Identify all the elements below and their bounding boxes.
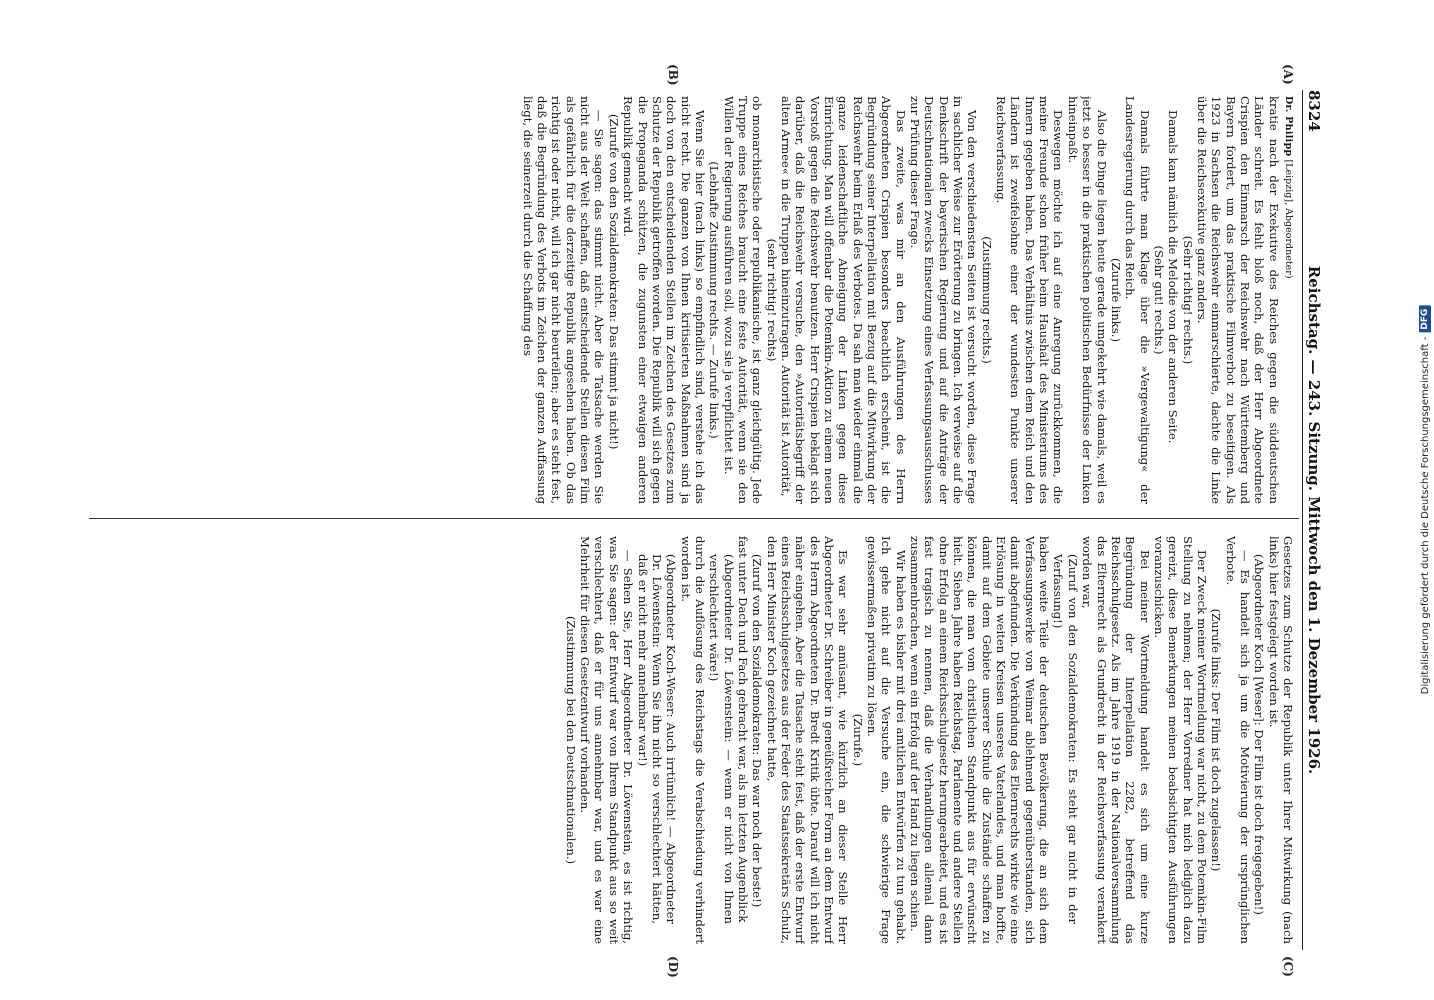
interjection: (Zustimmung rechts.) <box>979 236 994 364</box>
paragraph: Damals kam nämlich die Melodie von der anderen Seite. <box>1166 110 1181 444</box>
page-number: 8324 <box>1305 90 1323 132</box>
paragraph: — Sehen Sie, Herr Abgeordneter Dr. Löwenstein, es ist richtig, was Sie sagen: der Entwurf war von Ihrem Standpunkt aus so weit verschlechtert, daß er für uns annehmbar war, und es war eine Mehrheit für diesen Gesetzentwurf vorhanden. <box>578 536 636 944</box>
paragraph: Der Zweck meiner Wortmeldung war nicht, zu dem Potemkin-Film Stellung zu nehmen; der Herr Vorredner hat mich lediglich dazu gereizt, diese Bemerkungen meinen beabsichtigten Ausführungen voranzuschicken. <box>1151 536 1209 944</box>
paragraph: Das zweite, was mir an den Ausführungen des Herrn Abgeordneten Crispien besonders beachtlich erscheint, ist die Begründung seiner Interpellation mit Bezug auf die Mitwirkung der Reichswehr beim Erlaß des Verbotes. Da sah man wieder einmal die ganze leidenschaftliche Abneigung der Linken gegen diese Einrichtung. Man will offenbar die Potemkin-Aktion zu einem neuen Vorstoß gegen die Reichswehr benutzen. Herr Crispien beklagt sich darüber, daß die Reichswehr versuche, den »Autoritätsbegriff der alten Armee« in die Truppen hineinzutragen. Autorität ist Autorität, <box>778 96 908 504</box>
paragraph: Damals führte man Klage über die »Vergewaltigung« der Landesregierung durch das Reich. <box>1123 96 1152 504</box>
interjection: (Zurufe.) <box>850 713 865 767</box>
speaker-name: Dr. Philipp <box>1283 96 1294 157</box>
interjection: (Sehr gut! rechts.) <box>1151 245 1166 355</box>
margin-marker-b: (B) <box>666 64 680 86</box>
paragraph: haben weite Teile der deutschen Bevölkerung, die an sich dem Verfassungswerke von Weimar ablehnend gegenüberstanden, sich damit abgefunden. Die Verkündung des Elternrechts wirkte wie eine Erlösung in weiten Kreisen unseres Vaterlandes, und man hoffte, damit auf dem Gebiete unserer Schule die Zustände schaffen zu können, die man vom christlichen Standpunkt aus für erwünscht hielt. Sieben Jahre haben Reichstag, Parlamente und andere Stellen ohne Erfolg an einem Reichsschulgesetz herumgearbeitet, und es ist fast tragisch zu nennen, daß die Verhandlungen allemal dann zusammenbrachen, wenn ein Erfolg auf der Hand zu liegen schien. <box>908 536 1052 944</box>
interjection: (Abgeordneter Koch [Weser]: Der Film ist doch freigegeben!) <box>1252 554 1267 915</box>
interjection: (sehr richtig! rechts) <box>764 238 779 362</box>
interjection: (Zurufe links.) <box>1108 258 1123 342</box>
interjection: (Zustimmung bei den Deutschnationalen.) <box>563 615 578 865</box>
interjection: (Sehr richtig! rechts.) <box>1180 235 1195 365</box>
margin-marker-d: (D) <box>666 956 680 978</box>
interjection: (Zurufe von den Sozialdemokraten: Das stimmt ja nicht!) <box>606 114 621 450</box>
paragraph: Wir haben es bisher mit drei amtlichen Entwürfen zu tun gehabt. Ich gehe nicht auf die Versuche ein, die schwierige Frage gewissermaßen privatim zu lösen. <box>865 536 908 944</box>
interjection: (Lebhafte Zustimmung rechts. — Zurufe links.) <box>707 161 722 439</box>
digitization-note: Digitalisierung gefördert durch die Deutsche Forschungsgemeinschaft - <box>1419 336 1431 695</box>
paragraph: ob monarchistische oder republikanische, ist ganz gleichgültig. Jede Truppe eines Reiches braucht eine feste Autorität, wenn sie den Willen der Regierung ausführen soll, wozu sie ja verpflichtet ist. <box>721 96 765 504</box>
margin-marker-c: (C) <box>1281 956 1295 977</box>
paragraph: Es war sehr amüsant, wie kürzlich an dieser Stelle Herr Abgeordneter Dr. Schreiber in geneüßreicher Form an dem Entwurf des Herrn Abgeordneten Dr. Bredt Kritik übte. Darauf will ich nicht näher eingehen. Aber die Tatsache steht fest, daß der erste Entwurf eines Reichsschulgesetzes aus der Feder des Staatssekretärs Schulz, den Herr Minister Koch gezeichnet hatte, <box>764 536 851 944</box>
interjection: (Abgeordneter Koch-Weser: Auch irrtümlich! — Abgeordneter Dr. Löwenstein: Wenn Sie ihn nicht so verschlechtert hätten, daß er nicht mehr annehmbar war!) <box>635 554 679 924</box>
speaker-attribution <box>1281 96 1295 504</box>
left-column <box>90 96 1295 504</box>
interjection: (Zurufe links: Der Film ist doch zugelassen!) <box>1209 608 1224 872</box>
paragraph: Von den verschiedensten Seiten ist versucht worden, diese Frage in sachlicher Weise zur Erörterung zu bringen. Ich verweise auf die Denkschrift der bayerischen Regierung und auf die Anträge der Deutschnationalen zwecks Einsetzung eines Verfassungsausschusses zur Prüfung dieser Frage. <box>908 96 980 504</box>
paragraph: Bei meiner Wortmeldung handelt es sich um eine kurze Begründung der Interpellation 2282, betreffend das Reichsschulgesetz. Als im Jahre 1919 in der Nationalversammlung das Elternrecht als Grundrecht in der Reichsverfassung verankert worden war, <box>1080 536 1152 944</box>
right-column <box>90 536 1295 944</box>
header-rule <box>1302 90 1303 950</box>
dfg-logo: DFG <box>1419 306 1431 333</box>
paragraph: Also die Dinge liegen heute gerade umgekehrt wie damals, weil es jetzt so besser in die praktischen politischen Bedürfnisse der Linken hineinpaßt. <box>1065 96 1109 504</box>
column-divider <box>89 518 1299 519</box>
paragraph: durch die Auflösung des Reichstags die Verabschiedung verhindert worden ist. <box>678 536 707 944</box>
page-header <box>1303 90 1325 950</box>
paragraph: — Es handelt sich ja um die Motivierung der ursprünglichen Verbote. <box>1223 536 1252 944</box>
paragraph: Deswegen möchte ich auf eine Anregung zurückkommen, die meine Freunde schon früher beim Haushalt des Ministeriums des Innern gegeben haben. Das Verhältnis zwischen dem Reich und den Ländern ist zweifelsohne einer der wundesten Punkte unserer Reichsverfassung. <box>994 96 1066 504</box>
paragraph: — Sie sagen: das stimmt nicht. Aber die Tatsache werden Sie nicht aus der Welt schaffen, daß entscheidende Stellen diesen Film als gefährlich für die derzeitige Republik angesehen haben. Ob das richtig ist oder nicht, will ich gar nicht beurteilen; aber es steht fest, daß die Begründung des Verbots im Zeichen der ganzen Auffassung liegt, die seinerzeit durch die Schaffung des <box>520 96 607 504</box>
paragraph: kratie nach der Exekutive des Reiches gegen die süddeutschen Länder schreit. Es fehlt bloß noch, daß der Herr Abgeordnete Crispien den Einmarsch der Reichswehr nach Württemberg und Bayern fordert, um das praktische Filmverbot zu beseitigen. Als 1923 in Sachsen die Reichswehr einmarschierte, dachte die Linke über die Reichsexekutive ganz anders. <box>1194 96 1281 504</box>
interjection: (Abgeordneter Dr. Löwenstein: — wenn er nicht von Ihnen verschlechtert wäre!) <box>707 554 736 924</box>
margin-marker-a: (A) <box>1281 64 1295 85</box>
paragraph: Wenn Sie hier (nach links) so empfindlich sind, verstehe ich das nicht recht. Die ganzen von Ihnen kritisierten Maßnahmen sind ja doch von den entscheidenden Stellen im Zeichen des Gesetzes zum Schutze der Republik getroffen worden. Die Republik will sich gegen die Propaganda schützen, die zugunsten einer etwaigen anderen Republik gemacht wird. <box>621 96 707 504</box>
interjection: (Zuruf von den Sozialdemokraten: Es steht gar nicht in der Verfassung!) <box>1051 554 1080 924</box>
paragraph: Gesetzes zum Schutze der Republik unter Ihrer Mitwirkung (nach links) hier festgelegt worden ist. <box>1266 536 1295 944</box>
scanned-page <box>85 64 1325 978</box>
session-title: Reichstag. — 243. Sitzung. Mittwoch den 1. Dezember 1926. <box>1305 265 1323 775</box>
paragraph: fast unter Dach und Fach gebracht war, als im letzten Augenblick <box>735 536 750 923</box>
speaker-note: [Leipzig], Abgeordneter) <box>1283 159 1294 279</box>
interjection: (Zuruf von den Sozialdemokraten: Das war noch der beste!) <box>750 554 765 908</box>
